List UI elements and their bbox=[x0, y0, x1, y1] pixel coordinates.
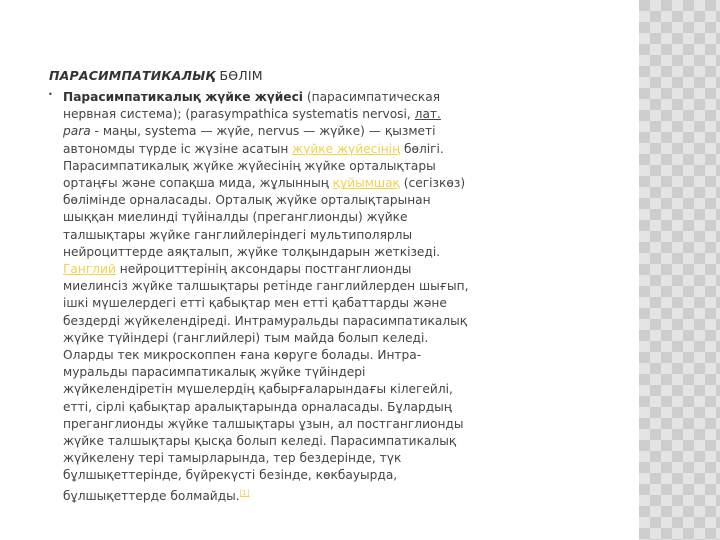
text-line bbox=[63, 261, 605, 278]
text-line bbox=[63, 106, 605, 123]
text-line: талшықтары жүйке ганглийлеріндегі мультиполярлы bbox=[63, 227, 413, 242]
text-segment: para bbox=[63, 124, 91, 139]
text-line: преганглионды жүйке талшықтары ұзын, ал постганглионды bbox=[63, 416, 464, 431]
text-line: жүйке түйіндері (ганглийлері) тым майда болып келеді. bbox=[63, 330, 429, 345]
text-line: шыққан миелинді түйіналды (преганглионды) жүйке bbox=[63, 210, 408, 225]
text-line bbox=[63, 89, 605, 106]
title-rest: БӨЛІМ bbox=[215, 68, 263, 83]
text-segment: нейроциттерінің аксондары постганглионды bbox=[115, 262, 412, 277]
text-line: жүйке талшықтары қысқа болып келеді. Парасимпатикалық bbox=[63, 434, 457, 449]
text-line: миелинсіз жүйке талшықтары ретінде ганглийлерден шығып, bbox=[63, 279, 469, 294]
text-line: жүйкелендіретін мүшелердің қабырғаларындағы кілегейлі, bbox=[63, 382, 453, 397]
text-segment: автономды түрде іс жүзіне асатын bbox=[63, 141, 293, 156]
text-line bbox=[63, 141, 605, 158]
text-line: ішкі мүшелердегі етті қабықтар мен етті қабаттарды және bbox=[63, 296, 447, 311]
text-line: нейроциттерде аяқталып, жүйке толқындарын жеткізеді. bbox=[63, 244, 441, 259]
text-line: Парасимпатикалық жүйке жүйесінің жүйке орталықтары bbox=[63, 158, 436, 173]
text-line bbox=[63, 485, 605, 505]
coccyx-link[interactable]: құйымшақ bbox=[332, 176, 400, 191]
text-line: бөлімінде орналасады. Орталық жүйке орталықтарынан bbox=[63, 193, 431, 208]
title-bold: ПАРАСИМПАТИКАЛЫҚ bbox=[49, 68, 216, 83]
slide-title bbox=[49, 68, 263, 83]
text-line: Оларды тек микроскоппен ғана көруге болады. Интра- bbox=[63, 348, 422, 363]
text-segment: ортаңғы және сопақша мида, жұлынның bbox=[63, 176, 333, 191]
footnote-link[interactable]: [1] bbox=[239, 488, 250, 497]
text-segment: (парасимпатическая bbox=[302, 90, 441, 104]
ganglion-link[interactable]: Ганглий bbox=[63, 262, 116, 277]
text-line: бұлшықеттерінде, бүйрекүсті безінде, көкбауырда, bbox=[63, 468, 398, 483]
text-line bbox=[63, 175, 605, 192]
term-bold: Парасимпатикалық жүйке жүйесі bbox=[63, 90, 303, 104]
text-segment: бұлшықеттерде болмайды. bbox=[63, 488, 240, 503]
text-segment: бөлігі. bbox=[400, 141, 444, 156]
text-segment: - маңы, systema — жүйе, nervus — жүйке) — қызметі bbox=[90, 124, 436, 139]
bullet-icon: • bbox=[48, 90, 53, 99]
text-segment: нервная система); (parasympathica systematis nervosi, bbox=[63, 107, 415, 122]
text-line: жүйкелену тері тамырларында, тер бездерінде, түк bbox=[63, 451, 402, 466]
text-line: бездерді жүйкелендіреді. Интрамуральды парасимпатикалық bbox=[63, 313, 468, 328]
latin-link[interactable]: лат. bbox=[414, 107, 441, 122]
text-line bbox=[63, 123, 605, 140]
decorative-side-pattern bbox=[639, 0, 720, 540]
text-line: етті, сірлі қабықтар аралықтарында орналасады. Бұлардың bbox=[63, 399, 452, 414]
text-line: муральды парасимпатикалық жүйке түйіндері bbox=[63, 365, 366, 380]
body-paragraph bbox=[63, 89, 605, 505]
nervous-system-link[interactable]: жүйке жүйесінің bbox=[292, 141, 401, 156]
text-segment: (сегізкөз) bbox=[399, 176, 466, 191]
